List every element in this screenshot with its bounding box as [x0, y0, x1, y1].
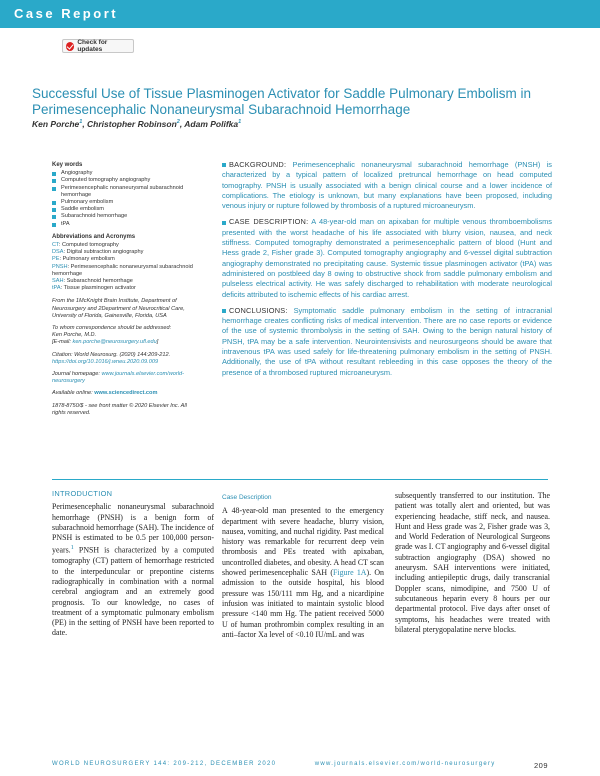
abbreviation-item: [52, 256, 202, 263]
correspondence-line: To whom correspondence should be addressed:: [52, 325, 172, 332]
keyword-item: Subarachnoid hemorrhage: [52, 213, 202, 220]
author-affiliation-sup: 1: [238, 119, 242, 126]
abstract-case: [222, 217, 552, 299]
author-name[interactable]: Ken Porche: [32, 119, 80, 129]
keywords-heading: Key words: [52, 162, 83, 168]
case-description-heading: Case Description: [222, 494, 272, 501]
header-band: [0, 0, 600, 28]
abbreviation-value: : Digital subtraction angiography: [63, 249, 144, 256]
page-footer: [52, 761, 548, 770]
affiliation: From the 1McKnight Brain Institute, Department of Neurosurgery and 2Department of Neurocritical Care, University of Florida, Gainesville, Florida, USA: [52, 298, 185, 319]
abstract-label: CONCLUSIONS:: [229, 305, 288, 315]
footer-url[interactable]: www.journals.elsevier.com/world-neurosurgery: [314, 761, 496, 767]
bullet-square-icon: [222, 163, 226, 167]
introduction-paragraph: [52, 502, 214, 638]
doi-link[interactable]: https://doi.org/10.1016/j.wneu.2020.09.009: [52, 358, 159, 365]
abbreviation-item: [52, 249, 202, 256]
author-name[interactable]: Christopher Robinson: [87, 119, 177, 129]
footer-journal: WORLD NEUROSURGERY 144: 209-212, DECEMBER 2020: [52, 761, 277, 767]
abstract: [222, 160, 552, 384]
keyword-item: tPA: [52, 221, 202, 228]
available-online: [52, 390, 202, 397]
abbreviation-key: SAH: [52, 278, 64, 285]
abstract-label: CASE DESCRIPTION:: [229, 217, 309, 227]
reference-link[interactable]: 1: [70, 544, 74, 552]
author-name[interactable]: Adam Polifka: [184, 119, 239, 129]
paragraph-text: Perimesencephalic nonaneurysmal subarachnoid hemorrhage (PNSH) is a benign form of subarachnoid hemorrhage (SAH). The incidence of PNSH is estimated to be 0.5 per 100,000 person-years.: [52, 502, 214, 556]
abbreviation-value: : Tissue plasminogen activator: [60, 285, 136, 292]
abbreviation-value: : Computed tomography: [58, 242, 119, 249]
article-meta-column: [52, 162, 202, 422]
check-for-updates-button[interactable]: [62, 39, 134, 53]
paragraph-text: A 48-year-old man presented to the emergency department with severe headache, blurry vision, nausea, vomiting, and nuchal rigidity. Past medical history was remarkable for recurrent deep vein thrombosis and PEs treated with apixaban, uncontrolled diabetes, and obesity. A head CT scan showed perimesencephalic SAH (: [222, 506, 384, 578]
abstract-text: A 48-year-old man on apixaban for multiple venous thromboembolisms presented with the worst headache of his life associated with blurry vision, nausea, and neck stiffness. Computed tomography demonstrated a perimesencephalic pattern of blood (Hunt and Hess grade 2, Fisher grade 3). Computed tomography angiography and 6-vessel digital subtraction angiography demonstrated no precipitating cause. Systemic tissue plasminogen activator (tPA) was administered on postbleed day 8 owing to obstructive shock from saddle pulmonary embolism and pulseless electrical activity. He was safely discharged to rehabilitation with moderate neurological deficits attributed to ischemic effects of his cardiac arrest.: [222, 217, 552, 299]
body-column-3: [395, 491, 550, 635]
keyword-item: Perimesencephalic nonaneurysmal subarachnoid hemorrhage: [52, 185, 202, 199]
email-suffix: ]: [156, 339, 159, 346]
case-paragraph: [222, 506, 384, 640]
section-label: Case Report: [14, 6, 119, 21]
introduction-heading: INTRODUCTION: [52, 489, 113, 498]
page-number: 209: [533, 761, 548, 770]
available-prefix: Available online:: [52, 390, 95, 397]
author-separator: ,: [82, 119, 88, 129]
citation-text: Citation: World Neurosurg. (2020) 144:209-212.: [52, 351, 171, 358]
body-column-2: [222, 493, 384, 640]
sciencedirect-link[interactable]: www.sciencedirect.com: [94, 390, 158, 397]
email-link[interactable]: ken.porche@neurosurgery.ufl.edu: [72, 339, 157, 346]
abstract-text: Perimesencephalic nonaneurysmal subarachnoid hemorrhage (PNSH) is characterized by a typical pattern of localized pretruncal hemorrhage on head computed tomography. PNSH is usually associated with a benign clinical course and a lower incidence of complications. The etiology is unknown, but many explanations have been proposed, including venous injury or rupture followed by thrombosis of a ruptured microaneurysm.: [222, 160, 552, 211]
author-list: [32, 119, 241, 129]
abbreviation-key: PNSH: [52, 263, 68, 270]
abstract-label: BACKGROUND:: [229, 160, 287, 169]
author-separator: ,: [179, 119, 185, 129]
abbreviation-value: : Subarachnoid hemorrhage: [63, 278, 133, 285]
abbreviation-item: [52, 264, 202, 278]
keywords-list: [52, 170, 202, 228]
author-affiliation-sup: 2: [176, 119, 180, 126]
abbreviation-item: [52, 278, 202, 285]
abbreviation-key: PE: [52, 256, 60, 263]
section-divider: [52, 479, 548, 480]
abbreviation-value: : Pulmonary embolism: [59, 256, 115, 263]
abbreviations-list: [52, 242, 202, 292]
abbreviation-key: tPA: [52, 285, 61, 292]
abbreviations-heading: Abbreviations and Acronyms: [52, 233, 136, 240]
abbreviation-value: : Perimesencephalic nonaneurysmal subarachnoid hemorrhage: [52, 263, 193, 277]
body-column-1: [52, 489, 214, 639]
abbreviation-item: [52, 242, 202, 249]
case-paragraph-continued: subsequently transferred to our institution. The patient was totally alert and oriented, but was experiencing headache, stiff neck, and nausea. Hunt and Hess grade was 2, Fisher grade was 3, and World Federation of Neurological Surgeons grade was I. CT angiography and 6-vessel digital subtraction angiography (DSA) showed no aneurysm. SAH interventions were initiated, including antiepileptic drugs, daily transcranial Doppler scans, nimodipine, and 7500 U of subcutaneous heparin every 8 hours per our departmental protocol. Five days after onset of symptoms, his headaches were treated with bilateral pterygopalatine nerve blocks.: [395, 491, 550, 634]
email-prefix: [E-mail:: [52, 339, 73, 346]
paragraph-text: PNSH is characterized by a computed tomography (CT) pattern of hemorrhage restricted to the interpeduncular or prepontine cisterns radiographically in combination with a normal cerebral angiogram and an extremely good prognosis. To our knowledge, no cases of treatment of a symptomatic pulmonary embolism (PE) in the setting of PNSH have been reported to date.: [52, 546, 214, 638]
homepage-link[interactable]: www.journals.elsevier.com/world-neurosurgery: [52, 371, 184, 385]
abstract-text: Symptomatic saddle pulmonary embolism in the setting of intracranial hemorrhage creates conflicting risks of medical intervention. There are no case reports or evidence of the use of systemic thrombolysis in the setting of SAH. Owing to the benign natural history of PNSH, tPA may be a safe intervention. Neurointensivists and neurosurgeons should be aware that intravenous tPA was used safely for life-threatening pulmonary embolism in the setting of PNSH. Additionally, the use of tPA without resultant rebleeding in this case opposes the theory of the presence of a thrombosed ruptured microaneurysm.: [222, 305, 552, 377]
keyword-item: Computed tomography angiography: [52, 177, 202, 184]
abstract-background: [222, 160, 552, 211]
bullet-square-icon: [222, 309, 226, 313]
bullet-square-icon: [222, 221, 226, 225]
author-affiliation-sup: 1: [79, 119, 83, 126]
journal-homepage: [52, 371, 202, 385]
keyword-item: Saddle embolism: [52, 206, 202, 213]
figure-link[interactable]: Figure 1A: [333, 568, 367, 578]
correspondence-author: Ken Porche, M.D.: [52, 332, 97, 339]
abstract-conclusions: [222, 306, 552, 378]
citation: [52, 352, 202, 366]
keyword-item: Pulmonary embolism: [52, 199, 202, 206]
check-icon: [66, 42, 74, 51]
correspondence: [52, 325, 202, 347]
article-title: Successful Use of Tissue Plasminogen Activator for Saddle Pulmonary Embolism in Perimesencephalic Nonaneurysmal Subarachnoid Hemorrhage: [32, 86, 531, 117]
paragraph-text: ). On admission to the outside hospital, his blood pressure was 150/111 mm Hg, and a nicardipine infusion was initiated to maintain systolic blood pressure <140 mm Hg. The patient received 5000 U of human prothrombin complex resulting in an anti–factor Xa level of <0.10 IU/mL and was: [222, 568, 384, 639]
abbreviation-key: DSA: [52, 249, 64, 256]
copyright: 1878-8750/$ - see front matter © 2020 Elsevier Inc. All rights reserved.: [52, 402, 187, 416]
homepage-prefix: Journal homepage:: [52, 371, 102, 378]
abbreviation-key: CT: [52, 242, 59, 249]
check-for-updates-label: Check for updates: [77, 39, 108, 53]
keyword-item: Angiography: [52, 170, 202, 177]
abbreviation-item: [52, 285, 202, 292]
